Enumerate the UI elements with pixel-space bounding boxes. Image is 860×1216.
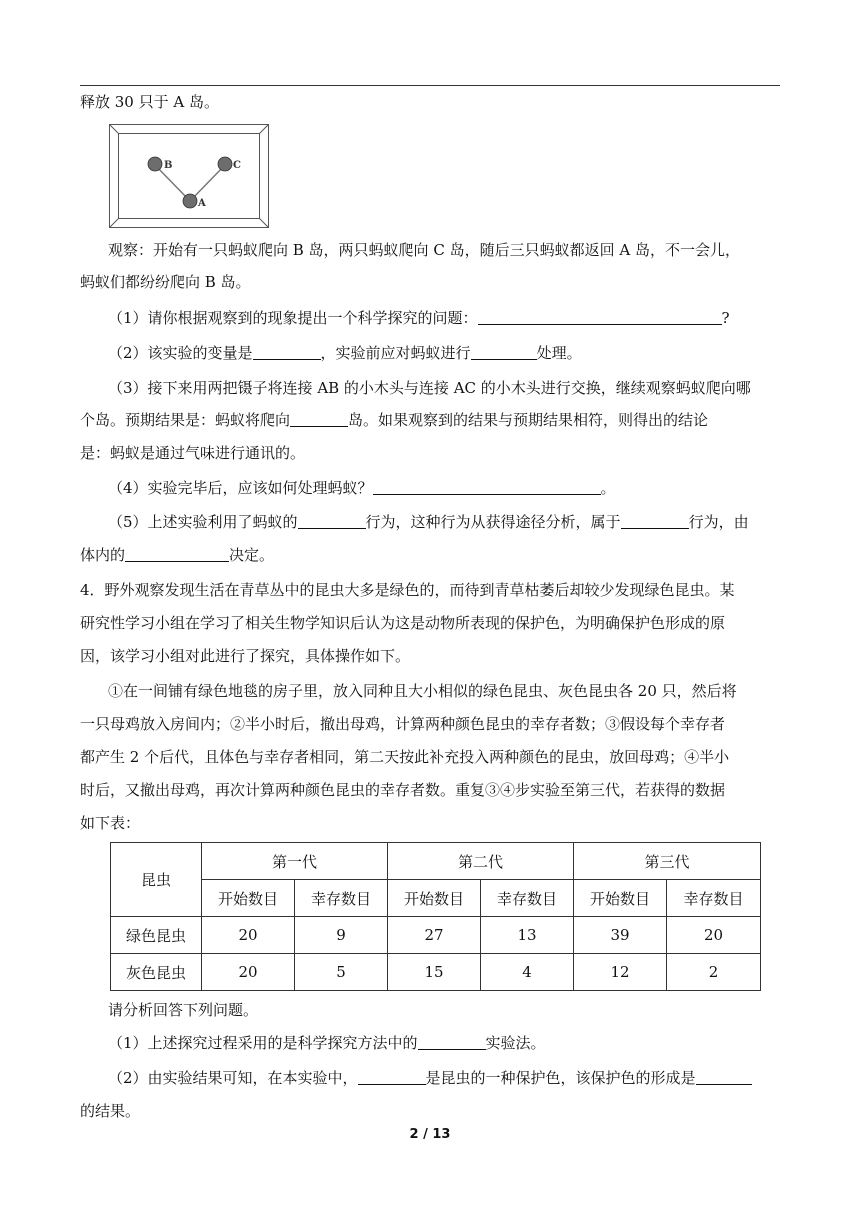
analysis-prompt: 请分析回答下列问题。 bbox=[108, 1001, 259, 1019]
table-cell: 12 bbox=[574, 954, 667, 991]
answer-blank-3[interactable] bbox=[290, 411, 348, 427]
label-a: A bbox=[198, 198, 206, 209]
subheader-survive: 幸存数目 bbox=[481, 880, 574, 917]
table-row bbox=[111, 917, 761, 954]
label-c: C bbox=[233, 160, 241, 171]
table-cell: 39 bbox=[574, 917, 667, 954]
q4-step-line3: 都产生 2 个后代，且体色与幸存者相同，第二天按此补充投入两种颜色的昆虫，放回母鸡；④半小 bbox=[80, 748, 730, 766]
answer-blank-7a[interactable] bbox=[358, 1069, 426, 1085]
q4-step-line4: 时后，又撤出母鸡，再次计算两种颜色昆虫的幸存者数。重复③④步实验至第三代，若获得的数据 bbox=[80, 781, 726, 799]
q4-line1: 4．野外观察发现生活在青草丛中的昆虫大多是绿色的，而待到青草枯萎后却较少发现绿色昆虫。某 bbox=[80, 581, 735, 599]
subheader-start: 开始数目 bbox=[388, 880, 481, 917]
subheader-survive: 幸存数目 bbox=[667, 880, 761, 917]
label-b: B bbox=[164, 160, 173, 171]
answer-blank-5c[interactable] bbox=[125, 546, 229, 562]
header-gen-3: 第三代 bbox=[574, 843, 761, 880]
table-cell: 20 bbox=[667, 917, 761, 954]
q3-sub5-line2: 体内的 决定。 bbox=[80, 546, 275, 564]
page-number: 2 / 13 bbox=[409, 1127, 451, 1142]
table-row bbox=[111, 954, 761, 991]
q4-sub2-line1: （2）由实验结果可知，在本实验中， 是昆虫的一种保护色，该保护色的形成是 bbox=[108, 1068, 780, 1088]
header-rule bbox=[80, 85, 780, 86]
table-cell: 4 bbox=[481, 954, 574, 991]
table-cell: 9 bbox=[295, 917, 388, 954]
answer-blank-5b[interactable] bbox=[621, 513, 689, 529]
ant-island-diagram bbox=[109, 124, 269, 228]
q3-sub2: （2）该实验的变量是 ，实验前应对蚂蚁进行 处理。 bbox=[108, 344, 582, 362]
answer-blank-4[interactable] bbox=[373, 479, 601, 495]
q3-sub1: （1）请你根据观察到的现象提出一个科学探究的问题： ? bbox=[108, 309, 730, 327]
table-cell: 13 bbox=[481, 917, 574, 954]
table-cell: 5 bbox=[295, 954, 388, 991]
q4-step-line1: ①在一间铺有绿色地毯的房子里，放入同种且大小相似的绿色昆虫、灰色昆虫各 20 只，然后将 bbox=[108, 682, 737, 700]
q3-sub5-line1: （5）上述实验利用了蚂蚁的 行为，这种行为从获得途径分析，属于 行为，由 bbox=[108, 513, 749, 531]
table-cell: 20 bbox=[202, 917, 295, 954]
table-corner-header: 昆虫 bbox=[111, 843, 202, 917]
q3-sub3-line1: （3）接下来用两把镊子将连接 AB 的小木头与连接 AC 的小木头进行交换，继续观察蚂蚁爬向哪 bbox=[108, 379, 751, 397]
island-a bbox=[183, 194, 197, 208]
q4-step-line5: 如下表： bbox=[80, 814, 141, 832]
subheader-start: 开始数目 bbox=[574, 880, 667, 917]
answer-blank-5a[interactable] bbox=[298, 513, 366, 529]
row-label: 灰色昆虫 bbox=[111, 954, 202, 991]
q4-line2: 研究性学习小组在学习了相关生物学知识后认为这是动物所表现的保护色，为明确保护色形成的原 bbox=[80, 614, 726, 632]
header-gen-1: 第一代 bbox=[202, 843, 388, 880]
answer-blank-2a[interactable] bbox=[253, 344, 321, 360]
table-cell: 27 bbox=[388, 917, 481, 954]
table-cell: 2 bbox=[667, 954, 761, 991]
row-label: 绿色昆虫 bbox=[111, 917, 202, 954]
answer-blank-2b[interactable] bbox=[471, 344, 537, 360]
insect-survival-table bbox=[110, 842, 761, 991]
table-cell: 15 bbox=[388, 954, 481, 991]
q3-sub3-line2: 个岛。预期结果是：蚂蚁将爬向 岛。如果观察到的结果与预期结果相符，则得出的结论 bbox=[80, 411, 709, 429]
q3-sub4: （4）实验完毕后，应该如何处理蚂蚁？ 。 bbox=[108, 479, 616, 497]
answer-blank-7b[interactable] bbox=[696, 1069, 752, 1085]
intro-line: 释放 30 只于 A 岛。 bbox=[80, 93, 219, 111]
island-c bbox=[218, 157, 232, 171]
table-cell: 20 bbox=[202, 954, 295, 991]
q4-step-line2: 一只母鸡放入房间内；②半小时后，撤出母鸡，计算两种颜色昆虫的幸存者数；③假设每个幸存者 bbox=[80, 715, 726, 733]
q3-sub3-line3: 是：蚂蚁是通过气味进行通讯的。 bbox=[80, 444, 306, 462]
q4-sub1: （1）上述探究过程采用的是科学探究方法中的 实验法。 bbox=[108, 1034, 546, 1052]
q4-sub2-line2: 的结果。 bbox=[80, 1102, 141, 1120]
observation-line1: 观察：开始有一只蚂蚁爬向 B 岛，两只蚂蚁爬向 C 岛，随后三只蚂蚁都返回 A 岛，不一会儿， bbox=[108, 241, 740, 259]
header-gen-2: 第二代 bbox=[388, 843, 574, 880]
q4-line3: 因，该学习小组对此进行了探究，具体操作如下。 bbox=[80, 647, 411, 665]
observation-line2: 蚂蚁们都纷纷爬向 B 岛。 bbox=[80, 273, 251, 291]
island-b bbox=[148, 157, 162, 171]
answer-blank-1[interactable] bbox=[478, 309, 722, 325]
answer-blank-6[interactable] bbox=[418, 1034, 486, 1050]
subheader-start: 开始数目 bbox=[202, 880, 295, 917]
subheader-survive: 幸存数目 bbox=[295, 880, 388, 917]
